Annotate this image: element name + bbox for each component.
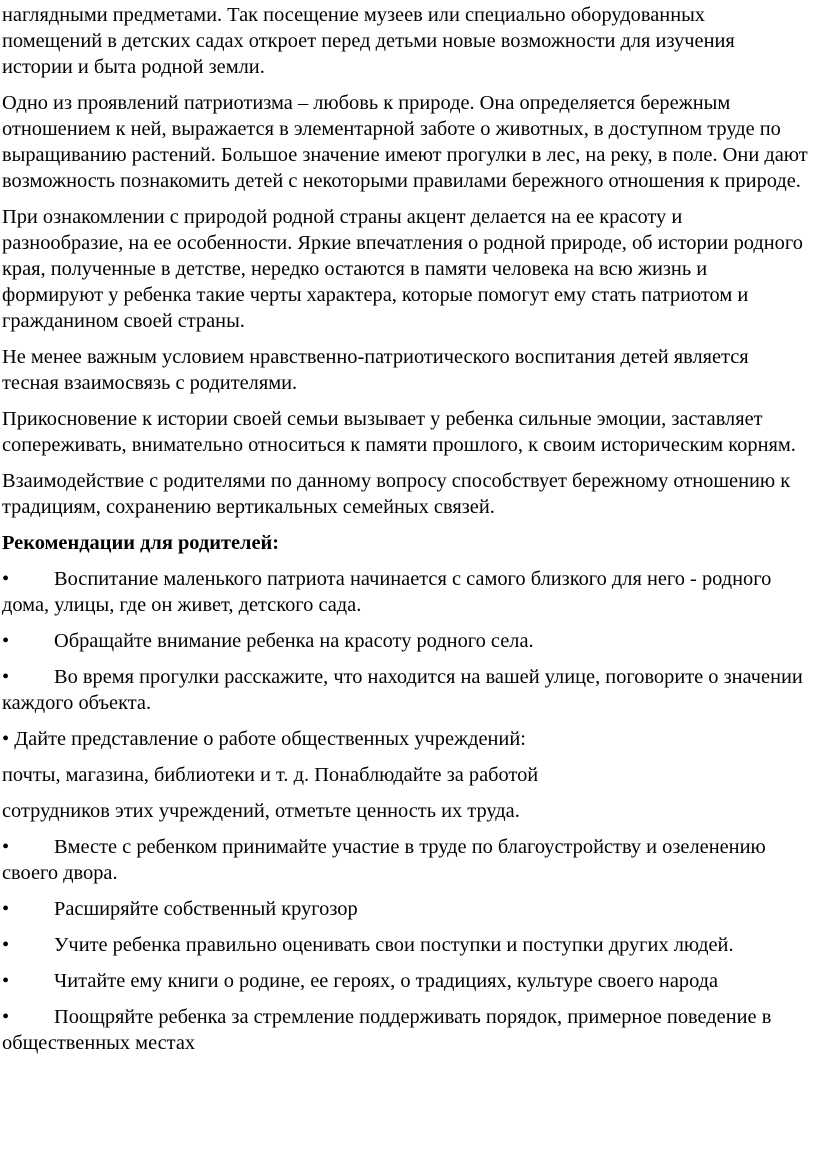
bullet-icon: • <box>2 630 10 652</box>
list-item-text: Дайте представление о работе общественных учреждений: <box>9 728 526 750</box>
list-item-institutions-line2: почты, магазина, библиотеки и т. д. Понаблюдайте за работой <box>2 764 539 786</box>
paragraph-museums: наглядными предметами. Так посещение музеев или специально оборудованных помещений в детских садах откроет перед детьми новые возможности для изучения истории и быта родной земли. <box>2 4 740 78</box>
recommendations-heading: Рекомендации для родителей: <box>2 532 280 554</box>
bullet-icon: • <box>2 836 10 858</box>
list-item-institutions-line3: сотрудников этих учреждений, отметьте ценность их труда. <box>2 800 520 822</box>
paragraph-native-land: При ознакомлении с природой родной страны акцент делается на ее красоту и разнообразие, на ее особенности. Яркие впечатления о родной природе, об истории родного края, полученные в детстве, нередко остаются в памяти человека на всю жизнь и формируют у ребенка такие черты характера, которые помогут ему стать патриотом и гражданином своей страны. <box>2 206 809 332</box>
list-item-text: Поощряйте ребенка за стремление поддерживать порядок, примерное поведение в общественных местах <box>2 1006 777 1054</box>
list-item <box>2 1004 808 1056</box>
bullet-icon: • <box>2 568 10 590</box>
list-item-text: Расширяйте собственный кругозор <box>54 898 358 920</box>
list-item-text: Читайте ему книги о родине, ее героях, о традициях, культуре своего народа <box>54 970 719 992</box>
list-item-text: Вместе с ребенком принимайте участие в труде по благоустройству и озеленению своего двора. <box>2 836 771 884</box>
bullet-icon: • <box>2 898 10 920</box>
bullet-icon: • <box>2 728 10 750</box>
list-item <box>2 664 808 716</box>
bullet-icon: • <box>2 666 10 688</box>
list-item-text: Обращайте внимание ребенка на красоту родного села. <box>54 630 534 652</box>
paragraph-interaction: Взаимодействие с родителями по данному вопросу способствует бережному отношению к традициям, сохранению вертикальных семейных связей. <box>2 470 796 518</box>
list-item <box>2 932 808 958</box>
bullet-icon: • <box>2 970 10 992</box>
list-item-text: Во время прогулки расскажите, что находится на вашей улице, поговорите о значении каждого объекта. <box>2 666 808 714</box>
list-item-text: Учите ребенка правильно оценивать свои поступки и поступки других людей. <box>54 934 734 956</box>
list-item-institutions <box>2 726 808 752</box>
bullet-icon: • <box>2 934 10 956</box>
list-item-text: Воспитание маленького патриота начинается с самого близкого для него - родного дома, улицы, где он живет, детского сада. <box>2 568 777 616</box>
paragraph-parents-link: Не менее важным условием нравственно-патриотического воспитания детей является тесная взаимосвязь с родителями. <box>2 346 754 394</box>
paragraph-nature: Одно из проявлений патриотизма – любовь к природе. Она определяется бережным отношением к ней, выражается в элементарной заботе о животных, в доступном труде по выращиванию растений. Большое значение имеют прогулки в лес, на реку, в поле. Они дают возможность познакомить детей с некоторыми правилами бережного отношения к природе. <box>2 92 813 192</box>
list-item <box>2 566 808 618</box>
bullet-icon: • <box>2 1006 10 1028</box>
list-item <box>2 834 808 886</box>
list-item <box>2 628 808 654</box>
paragraph-family-history: Прикосновение к истории своей семьи вызывает у ребенка сильные эмоции, заставляет сопереживать, внимательно относиться к памяти прошлого, к своим историческим корням. <box>2 408 796 456</box>
list-item <box>2 968 808 994</box>
list-item <box>2 896 808 922</box>
